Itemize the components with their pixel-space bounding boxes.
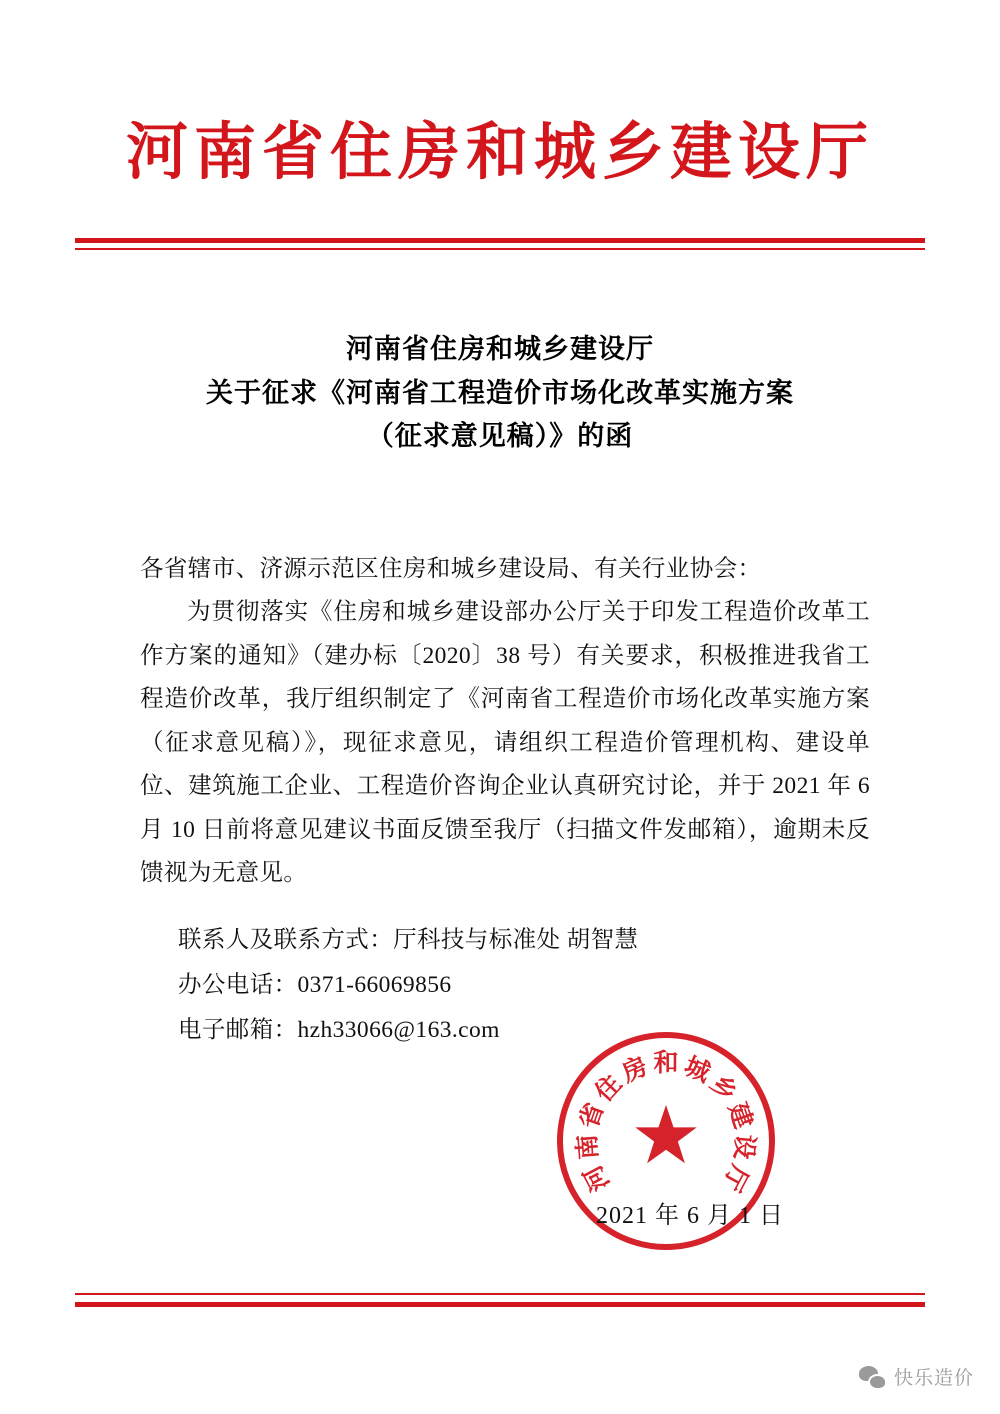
document-title-line-2: 关于征求《河南省工程造价市场化改革实施方案: [206, 377, 794, 408]
document-title: [120, 328, 880, 459]
letterhead: [0, 118, 1000, 189]
salutation: 各省辖市、济源示范区住房和城乡建设局、有关行业协会：: [140, 556, 762, 582]
document-date: 2021 年 6 月 1 日: [596, 1203, 784, 1229]
contact-phone: 办公电话：0371-66069856: [178, 972, 452, 999]
footer-rule-thick: [75, 1302, 925, 1307]
header-rule-thin: [75, 248, 925, 250]
document-title-line-1: 河南省住房和城乡建设厅: [346, 334, 654, 364]
header-rule-thick: [75, 238, 925, 243]
account-badge[interactable]: [859, 1363, 974, 1390]
letterhead-organization: 河南省住房和城乡建设厅: [125, 119, 874, 187]
footer-rule-thin: [75, 1293, 925, 1295]
official-seal: 河 南 省 住 房 和 城 乡 建 设 厅: [557, 1032, 775, 1250]
document-body: [140, 548, 870, 896]
contact-person: 联系人及联系方式：厅科技与标准处 胡智慧: [178, 927, 639, 953]
body-paragraph-1: 为贯彻落实《住房和城乡建设部办公厅关于印发工程造价改革工作方案的通知》（建办标〔2020〕38 号）有关要求，积极推进我省工程造价改革，我厅组织制定了《河南省工程造价市场化改革实施方案（征求意见稿）》，现征求意见，请组织工程造价管理机构、建设单位、建筑施工企业、工程造价咨询企业认真研究讨论，并于 2021 年 6 月 10 日前将意见建议书面反馈至我厅（扫描文件发邮箱），逾期未反馈视为无意见。: [140, 599, 870, 887]
contact-email: 电子邮箱：hzh33066@163.com: [178, 1017, 500, 1044]
account-name: 快乐造价: [893, 1368, 974, 1389]
wechat-icon: [859, 1366, 885, 1388]
document-title-line-3: （征求意见稿）》的函: [366, 421, 634, 452]
